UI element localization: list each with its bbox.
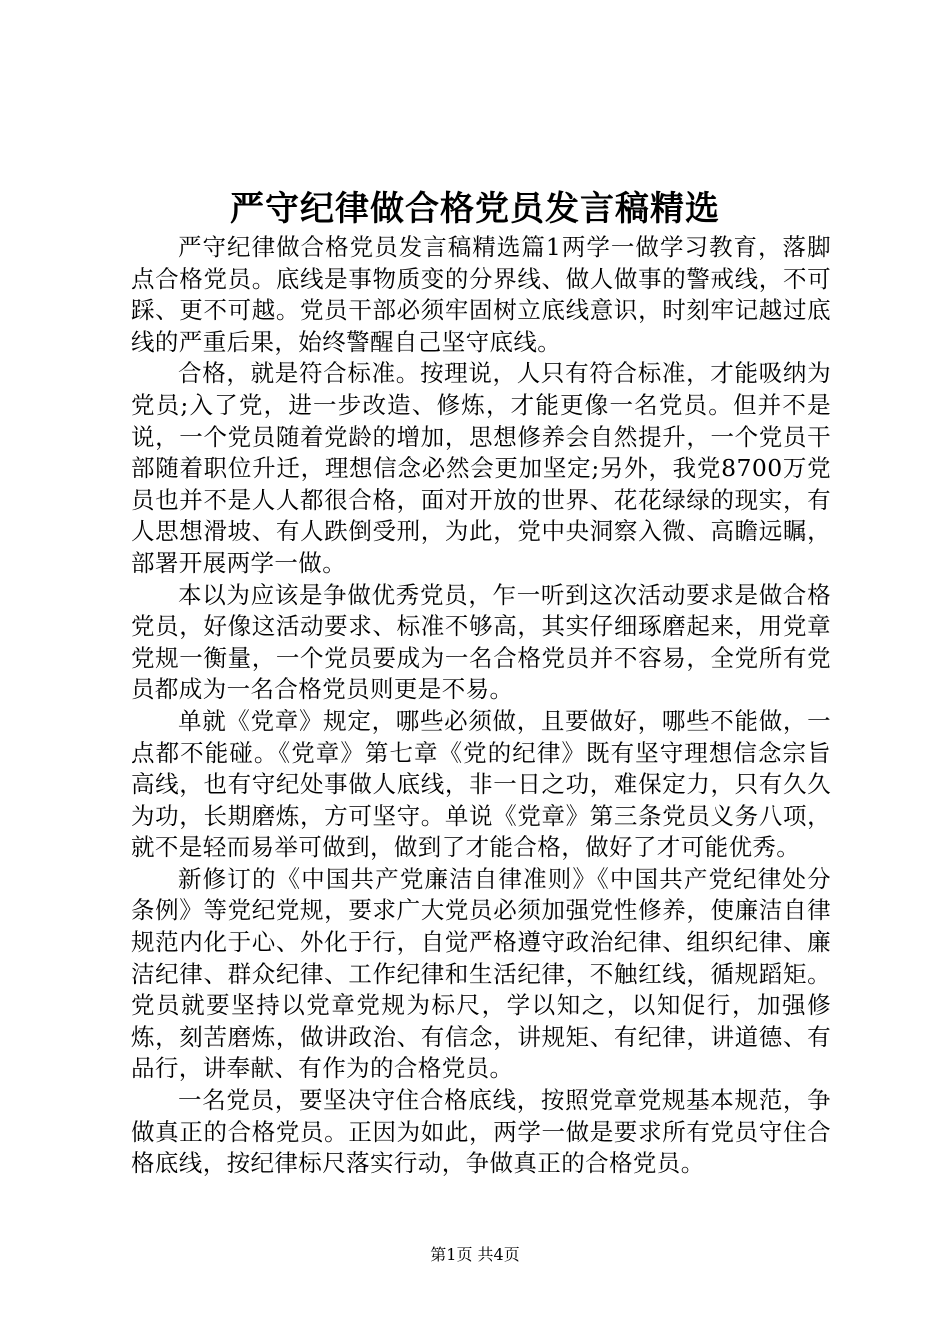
paragraph-3: 本以为应该是争做优秀党员，乍一听到这次活动要求是做合格党员，好像这活动要求、标准不够高，其实仔细琢磨起来，用党章党规一衡量，一个党员要成为一名合格党员并不容易，全党所有党员都成为一名合格党员则更是不易。 (131, 580, 831, 704)
paragraph-2: 合格，就是符合标准。按理说，人只有符合标准，才能吸纳为党员;入了党，进一步改造、修炼，才能更像一名党员。但并不是说，一个党员随着党龄的增加，思想修养会自然提升，一个党员干部随着职位升迁，理想信念必然会更加坚定;另外，我党8700万党员也并不是人人都很合格，面对开放的世界、花花绿绿的现实，有人思想滑坡、有人跌倒受刑，为此，党中央洞察入微、高瞻远瞩，部署开展两学一做。 (131, 359, 831, 577)
document-title: 严守纪律做合格党员发言稿精选 (230, 189, 720, 229)
document-body (131, 232, 831, 1180)
paragraph-4: 单就《党章》规定，哪些必须做，且要做好，哪些不能做，一点都不能碰。《党章》第七章《党的纪律》既有坚守理想信念宗旨高线，也有守纪处事做人底线，非一日之功，难保定力，只有久久为功，长期磨炼，方可坚守。单说《党章》第三条党员义务八项，就不是轻而易举可做到，做到了才能合格，做好了才可能优秀。 (131, 706, 831, 862)
page-number-footer: 第1页 共4页 (430, 1245, 520, 1264)
paragraph-6: 一名党员，要坚决守住合格底线，按照党章党规基本规范，争做真正的合格党员。正因为如此，两学一做是要求所有党员守住合格底线，按纪律标尺落实行动，争做真正的合格党员。 (131, 1086, 831, 1178)
paragraph-5: 新修订的《中国共产党廉洁自律准则》《中国共产党纪律处分条例》等党纪党规，要求广大党员必须加强党性修养，使廉洁自律规范内化于心、外化于行，自觉严格遵守政治纪律、组织纪律、廉洁纪律、群众纪律、工作纪律和生活纪律，不触红线，循规蹈矩。党员就要坚持以党章党规为标尺，学以知之，以知促行，加强修炼，刻苦磨炼，做讲政治、有信念，讲规矩、有纪律，讲道德、有品行，讲奉献、有作为的合格党员。 (131, 864, 831, 1083)
paragraph-1: 严守纪律做合格党员发言稿精选篇1两学一做学习教育，落脚点合格党员。底线是事物质变的分界线、做人做事的警戒线，不可踩、更不可越。党员干部必须牢固树立底线意识，时刻牢记越过底线的严重后果，始终警醒自己坚守底线。 (131, 233, 831, 356)
